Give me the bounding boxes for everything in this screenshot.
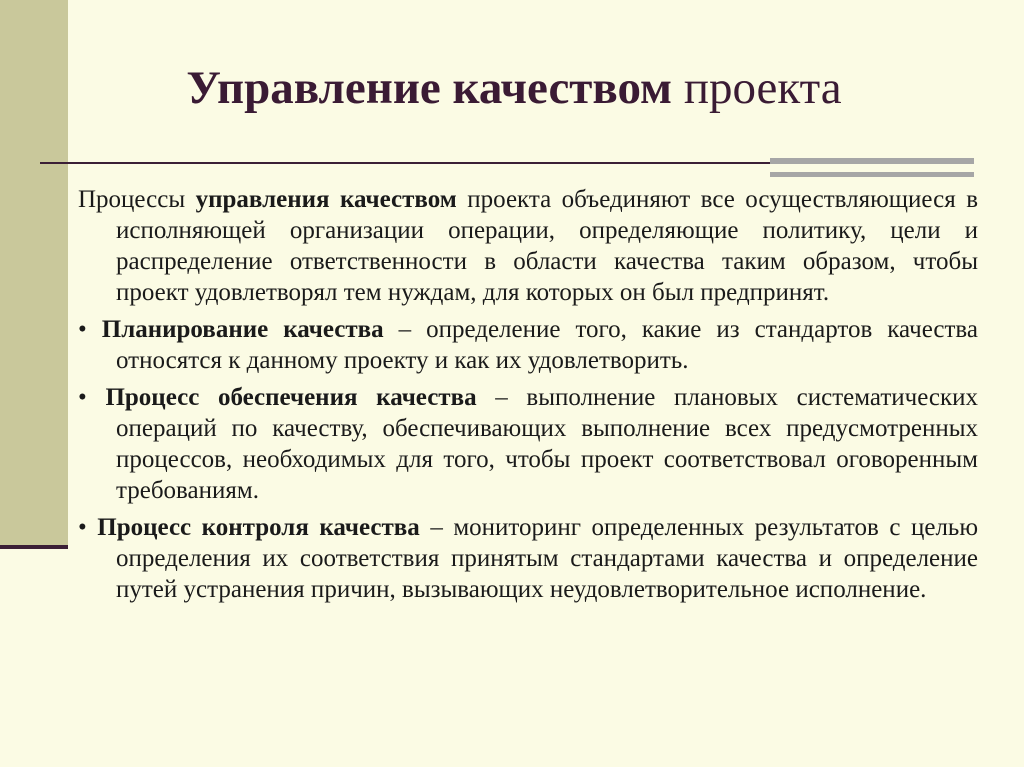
- title-regular-part: проекта: [683, 62, 842, 114]
- bullet-definition: – выполнение плановых систематических операций по качеству, обеспечивающих выполнение всех предусмотренных процессов, необходимых для того, чтобы проект соответствовал оговоренным требованиям.: [116, 384, 979, 504]
- left-band-rule: [0, 545, 68, 549]
- title-underline: [40, 162, 770, 164]
- decorative-grey-bar-top: [770, 158, 974, 164]
- bullet-term: Процесс обеспечения качества: [105, 384, 477, 411]
- slide-title: [68, 58, 960, 118]
- intro-paragraph: [78, 184, 978, 308]
- bullet-term: Планирование качества: [101, 316, 384, 343]
- bullet-definition: – мониторинг определенных результатов с целью определения их соответствия принятым стандартами качества и определение путей устранения причин, вызывающих неудовлетворительное исполнение.: [116, 514, 979, 603]
- bullet-marker: •: [78, 384, 87, 411]
- left-decorative-band: [0, 0, 68, 548]
- intro-bold: управления качеством: [195, 186, 457, 213]
- decorative-grey-bar-bottom: [770, 172, 974, 177]
- slide-body: [78, 184, 978, 611]
- intro-prefix: Процессы: [78, 186, 186, 213]
- bullet-marker: •: [78, 316, 87, 343]
- bullet-item: [78, 382, 978, 506]
- intro-rest: проекта объединяют все осуществляющиеся в исполняющей организации операции, определяющие политику, цели и распределение ответственности в области качества таким образом, чтобы проект удовлетворял тем нуждам, для которых он был предпринят.: [116, 186, 979, 306]
- bullet-item: [78, 512, 978, 605]
- bullet-marker: •: [78, 514, 87, 541]
- bullet-term: Процесс контроля качества: [97, 514, 420, 541]
- bullet-item: [78, 314, 978, 376]
- title-bold-part: Управление качеством: [186, 62, 673, 114]
- bullet-definition: – определение того, какие из стандартов качества относятся к данному проекту и как их удовлетворить.: [116, 316, 979, 374]
